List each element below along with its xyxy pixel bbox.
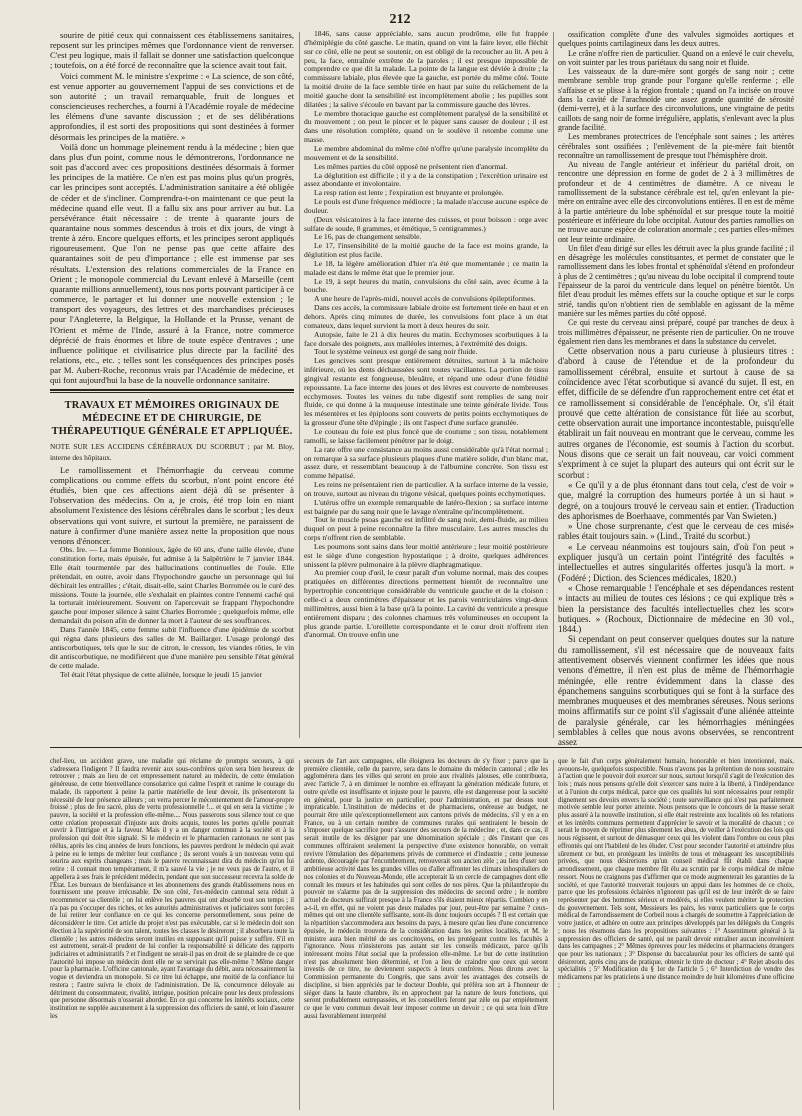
paragraph: Le membre thoracique gauche est complètement paralysé de la sensibilité et du mouvement ; on peut le pincer et le piquer sans causer de douleur ; il est dans une résolution complète, quand on le soulève il retombe comme une masse. (304, 108, 548, 145)
paragraph: Tel était l'état physique de cette aliénée, lorsque le jeudi 15 janvier (60, 669, 262, 679)
paragraph: sourire de pitié ceux qui connaissent ces établissemens sanitaires, reposent sur les principes mêmes que l'ordonnance vient de renverser. C'est peu logique, mais il fallait se donner une satisfaction quelconque ; toutefois, on a été forcé de reconnaître que la science avait tout fait. (50, 30, 294, 71)
paragraph: Le crâne n'offre rien de particulier. Quand on a enlevé le cuir chevelu, on voit suinter par les trous pariétaux du sang noir et fluide. (558, 48, 794, 67)
paragraph: Le 16, pas de changement sensible. (314, 232, 422, 242)
paragraph: Les membranes protectrices de l'encéphale sont saines ; les artères cérébrales sont ossifiées ; l'enlèvement de la pie-mère fait bientôt reconnaître un ramollissement de presque tout l'hémisphère droit. (558, 132, 794, 160)
paragraph: Dans l'année 1845, cette femme subit l'influence d'une épidémie de scorbut qui régna dans plusieurs des salles de M. Baillarger. L'usage prolongé des antiscorbutiques, tels que le suc de citron, le cresson, les viandes rôties, le vin dit antiscorbutique, ne modifièrent que d'une manière peu sensible l'état général de cette malade. (50, 625, 294, 670)
paragraph: 1846, sans cause appréciable, sans aucun prodrôme, elle fut frappée d'hémiplégie du côté gauche. Le matin, quand on vint la faire lever, elle fléchit sur ce côté, elle ne peut se soutenir, on est obligé de la recoucher au lit. A peu à peu, la face, entraînée extrême de la paroles ; il est presque impossible de comprendre ce que dit la malade. La pointe de la langue est déviée à droite ; la commissure labiale, plus élevée que la gauche, est portée du même côté. Toute la moitié droite de la face semble tirée en haut par suite du relâchement de la moitié gauche dont la sensibilité est incomplètement abolie ; les pupilles sont dilatées ; la salive s'écoule en bavant par la commissure gauche des lèvres. (304, 29, 548, 109)
paragraph: Tout le système veineux est gorgé de sang noir fluide. (314, 347, 478, 357)
paragraph: Au niveau de l'angle antérieur et inférieur du pariétal droit, on rencontre une dépression en forme de godet de 2 à 3 millimètres de profondeur et de 4 centimètres de diamètre. A ce niveau le ramollissement de la substance cérébrale est tel, qu'en enlevant la pie-mère on entraîne avec elle des circonvolutions entières. Il en est de même à la partie antérieure du lobe sphénoïdal et sur presque toute la moitié postérieure et inférieure du lobe occipital. Autour des parties ramollies on ne trouve aucune espèce de coloration anormale ; ces parties elles-mêmes ont leur teinte ordinaire. (558, 160, 794, 244)
paragraph: Les vaisseaux de la dure-mère sont gorgés de sang noir ; cette membrane semble trop grande pour l'organe qu'elle renferme ; elle s'affaisse et se plisse à la région frontale ; quand on l'a incisée on trouve dans la cavité de l'arachnoïde une assez grande quantité de sérosité (demi-verre), et à la surface des circonvolutions, une vingtaine de petits caillots de sang noir de forme irrégulière, applatis, s'enlevant avec la plus grande facilité. (558, 67, 794, 132)
article-author: par M. Bloy, interne des hôpitaux. (50, 442, 294, 462)
paragraph: Les poumons sont sains dans leur moitié antérieure ; leur moitié postérieure est le siège d'une congestion hypostatique ; à droite, quelques adhérences unissent la plèvre pulmonaire à la plèvre diaphragmatique. (304, 541, 548, 569)
paragraph: Ce qui reste du cerveau ainsi préparé, coupé par tranches de deux à trois millimètres d'épaisseur, ne présente rien de particulier. On ne trouve également rien dans les membranes et dans la substance du cervelet. (558, 318, 794, 346)
column-rule (299, 32, 300, 738)
paragraph: Tout le muscle psoas gauche est infiltré de sang noir, demi-fluide, au milieu duquel on peut à peine reconnaître la fibre musculaire. Les autres muscles du corps n'offrent rien de semblable. (304, 515, 548, 543)
paragraph: La déglutition est difficile ; il y a de la constipation ; l'excrétion urinaire est assez abondante et involontaire. (304, 170, 548, 189)
section-title: TRAVAUX ET MÉMOIRES ORIGINAUX DE MÉDECINE ET DE CHIRURGIE, DE THÉRAPEUTIQUE GÉNÉRALE ET APPLIQUÉE. (51, 400, 293, 438)
column-rule (553, 32, 554, 738)
paragraph: Au premier coup d'œil, le cœur paraît d'un volume normal, mais des coupes pratiquées en différentes directions permettent bientôt de reconnaître une hypertrophie concentrique considérable du ventricule gauche et de la cloison : celle-ci a deux centimètres d'épaisseur et les parois ventriculaires vingt-deux millimètres, aussi bien à la base qu'à la pointe. La cavité du ventricule a presque entièrement disparu ; des colonnes charnues très volumineuses en occupent la plus grande partie. L'oreillette correspondante et le cœur droit n'offrent rien d'anormal. On trouve enfin une (304, 568, 548, 640)
feuilleton-separator (50, 747, 802, 748)
column-rule (299, 760, 300, 1110)
paragraph: Cette observation nous a paru curieuse à plusieurs titres : d'abord à cause de l'étendue et de la profondeur du ramollissement cérébral, ensuite et surtout à cause de sa coïncidence avec l'état scorbutique si avancé du sujet. Il est, en effet, difficile de se défendre d'un rapprochement entre cet état et ce ramollissement si considérable de l'encéphale. Or, s'il était prouvé que cette altération de consistance fût liée au scorbut, cette observation aurait une importance incontestable, puisqu'elle établirait un fait nouveau en montrant que le cerveau, comme les autres organes de l'économie, est soumis à l'action du scorbut. Nous disons que ce serait un fait nouveau, car voici comment s'expriment à ce sujet la plupart des auteurs qui ont écrit sur le scorbut : (558, 346, 794, 480)
paragraph: chef-lieu, un accident grave, une maladie qui réclame de prompts secours, à qui s'adressera l'indigent ? Il faudra revenir aux sous-confrères qu'on sera bien heureux de retrouver ; mais au lieu de cet empressement naturel au médecin, de cette émulation généreuse, de cette bienveillance consolatrice qui calme l'esprit et ranime le courage du malade, ils rapportent à peine la partie matérielle de leur devoir, ils présenteront la nécessité de leur présence ailleurs ; on verra percer le mécontentement de l'amour-propre froissé ; plus de feu sacré, plus de vertu professionnelle !... et qui en sera la victime ; le pauvre, la société et la profession elle-même.... Nous passerons sous silence tout ce que cette création proposerait d'injuste aux droits acquis, toutes les portes qu'elle pourrait ouvrir à l'intrigue et à la faveur. Mais il y a un danger commun à la société et à la profession qui doit être signalé. Si le médecin et le pharmacien cantonaux ne sont pas réélus, après les cinq années de leurs fonctions, les pauvres perdront le médecin qui avait à peine eu le temps de mériter leur confiance ; ils seront voués à un nouveau venu qui sourira aux esprits changeans ; mais le pauvre reconnaissant dira du médecin qu'on lui retire : il connait mon tempérament, il m'a sauvé la vie ; je ne veux pas de l'autre, et il appellera à ses frais le précédent médecin, pendant que son successeur recevra la solde de l'État. Les bureaux de bienfaisance et les abonnemens des grands établissemens nous en fournissent une preuve irrécusable. De son côté, l'ex-médecin cantonal sera réduit à recommencer sa clientèle ; on lui enlève les pauvres qui ont absorbé tout son temps ; il n'a pas pu s'occuper des riches, et les autorités administratives et judiciaires sont forcées de lui retirer leur confiance en ce qui les concerne personnellement, sous peine de déconsidérer le titre. Cet article du projet n'est pas exécutable, car si le médecin doit son élection à la supériorité de son talent, toutes les classes le désireront ; il absorbera toute la clientèle ; les autres médecins seront inutiles en supposant qu'il puisse y suffire. S'il en est autrement, serait-il prudent de lui confier la responsabilité si délicate des rapports judiciaires et administratifs ? et l'indigent ne serait-il pas en droit de se plaindre de ce que l'autorité lui impose un médecin dont elle ne se servirait pas elle-même ? Même danger pour la pharmacie. L'officine cantonale, ayant l'avantage du débit, aura nécessairement la vogue et deviendra un monopole. Si ce titre lui échappe, une moitié de la confiance lui restera ; l'autre suivra le choix de l'administration. De là, concurrence déloyale au détriment du consommateur, rivalité, intrigue, position précaire pour les deux professions que personne désormais n'osserait aborder. En ce qui concerne les intérêts sociaux, cette institution ne supplée aucunement à la suppression des officiers de santé, et loin d'assurer les (50, 758, 294, 1020)
paragraph: Les mêmes parties du côté opposé ne présentent rien d'anormal. (314, 161, 508, 171)
paragraph: Un filet d'eau dirigé sur elles les détruit avec la plus grande facilité ; il en désagrège les molécules constituantes, et permet de constater que le ramollissement dans les lobes frontal et sphénoïdal s'étend en profondeur à plus de 2 centimètres ; qu'au niveau du lobe occipital il comprend toute l'épaisseur de la paroi du ventricule dans lequel on pénètre bientôt. Un filet d'eau produit les mêmes effets sur la couche optique et sur le corps strié, tandis qu'on n'obtient rien de semblable en agissant de la même manière sur les mêmes parties du côté opposé. (558, 243, 794, 318)
paragraph: ossification complète d'une des valvules sigmoïdes aortiques et quelques points cartilagineux dans les deux autres. (558, 30, 794, 49)
paragraph: Si cependant on peut conserver quelques doutes sur la nature du ramollissement, s'il est nécessaire que de nouveaux faits attentivement observés viennent confirmer les idées que nous venons d'émettre, il n'en est plus de même de l'hémorrhagie méningée, elle rentre évidemment dans la classe des épanchemens sanguins scorbutiques qui se font à la surface des membranes muqueuses et des membranes séreuses. Nous serions moins affirmatifs sur ce point s'il s'agissait d'une aliénée atteinte de paralysie générale, car les hémorrhagies méningées semblables à celles que nous avons observées, se rencontrent assez (558, 634, 794, 748)
lower-column-3 (558, 758, 794, 1112)
article-title-text: NOTE SUR LES ACCIDENS CÉRÉBRAUX DU SCORBUT ; (50, 442, 250, 452)
upper-column-3 (558, 30, 794, 748)
paragraph: Voici comment M. le ministre s'exprime : « La science, de son côté, est venue apporter au gouvernement l'appui de ses convictions et de son autorité ; un travail remarquable, fruit de longues et consciencieuses recherches, a fourni à l'Académie royale de médecine les élémens d'une savante discussion ; et de ses délibérations approfondies, il est sorti des propositions qui sont destinées à former désormais les principes de la matière. » (50, 70, 294, 142)
section-rule (50, 389, 294, 391)
paragraph: (Deux vésicatoires à la face interne des cuisses, et pour boisson : orge avec sulfate de soude, 8 grammes, et émétique, 5 centigrammes.) (304, 214, 548, 233)
lower-column-2 (304, 758, 548, 1112)
column-rule (553, 760, 554, 1110)
article-title (50, 442, 294, 462)
paragraph: Les reins ne présentaient rien de particulier. A la surface interne de la vessie, on trouve, surtout au niveau du trigone vésical, quelques points ecchymotiques. (304, 480, 548, 498)
quotation: « Ce qu'il y a de plus étonnant dans tout cela, c'est de voir » que, malgré la corruption des humeurs portée à un si haut » degré, on a toujours trouvé le cerveau sain et entier. (Traduction des aphorismes de Boerhaave, commentés par Van Swieten.) (558, 479, 794, 521)
quotation: « Chose remarquable ! l'encéphale et ses dépendances restent » intacts au milieu de toutes ces lésions ; ce qui explique très » bien la persistance des facultés intellectuelles chez les scor» butiques. » (Rochoux, Dictionnaire de médecine en 30 vol., 1844.) (558, 582, 794, 635)
page-number: 212 (389, 12, 411, 27)
lower-column-1 (50, 758, 294, 1112)
paragraph: Le 18, la légère amélioration d'hier n'a été que momentanée ; ce matin la malade est dans le même état que le premier jour. (304, 258, 548, 277)
quotation: « Le cerveau néanmoins est toujours sain, d'où l'on peut » expliquer jusqu'à un certain point l'intégrité des facultés » intellectuelles et autres singularités offertes jusqu'à la mort. » (Fodéré ; Diction. des Sciences médicales, 1820.) (558, 541, 794, 583)
paragraph: A une heure de l'après-midi, nouvel accès de convulsions épileptiformes. (314, 294, 536, 304)
quotation: » Une chose surprenante, c'est que le cerveau de ces misé» rables était toujours sain. » (Lind., Traité du scorbut.) (558, 521, 794, 542)
upper-column-2 (304, 30, 548, 740)
paragraph: Le couteau du foie est plus foncé que de coutume ; son tissu, notablement ramolli, se laisse facilement pénétrer par le doigt. (304, 426, 548, 445)
section-rule (50, 392, 294, 393)
paragraph: La rate offre une consistance au moins aussi considérable qu'à l'état normal ; on remarque à sa surface plusieurs plaques d'une matière solide, d'un blanc mat, assez dure, et ressemblant beaucoup à de l'albumine concrète. Son tissu est comme hépatisé. (304, 444, 548, 481)
paragraph: Obs. Ire. — La femme Bonnioux, âgée de 60 ans, d'une taille élevée, d'une constitution forte, mais épuisée, fut admise à la Salpêtrière le 7 janvier 1844. Elle était tourmentée par des hallucinations continuelles de l'ouïe. Elle prétendait, en outre, avoir dans l'hypochondre gauche un personnage qui lui déchirait les entrailles ; c'était, disait-elle, saint Charles Borromée ou le curé des missions. Toute la journée, elle s'exhalait en plaintes contre l'ennemi caché qui la torturait intérieurement. Souvent on l'apercevait se frappant l'hypochondre gauche pour imposer silence à saint Charles Borromée ; quelquefois même, elle demandait du poison afin de donner la mort à l'auteur de ses souffrances. (50, 545, 294, 626)
paragraph: Le pouls est d'une fréquence médiocre ; la malade n'accuse aucune espèce de douleur. (304, 197, 548, 215)
paragraph: Dans ces accès, la commissure labiale droite est fortement tirée en haut et en dehors. Après cinq minutes de durée, les convulsions font place à un état comateux, dans lequel survient la mort à deux heures du soir. (304, 303, 548, 330)
paragraph: Voilà donc un hommage pleinement rendu à la médecine ; bien que dans plus d'un point, comme nous le démontrerons, l'ordonnance ne soit pas d'accord avec ces propositions destinées désormais à former les principes de la matière. Ce n'en est pas moins plus qu'un progrès, car les principes sont acceptés. L'administration sanitaire a été obligée de céder et de s'incliner. Comprendra-t-on maintenant ce que peut la médecine quand elle veut. Il a fallu six ans pour arriver au but. La persévérance était nécessaire : de trente à quarante jours de quarantaine nous sommes descendus à trois et dix jours, de vingt à trente à zéro. Encore quelques efforts, et les principes seront appliqués rigoureusement. Que l'on ne pense pas que cette affaire des quarantaines soit de peu d'importance ; elle est immense par ses résultats. L'extension des relations commerciales de la France en Orient ; le monopole commercial du Levant enlevé à Marseille (cent quarante millions annuellement), tous nos ports pouvant participer à ce commerce, le partager et lui donner une nouvelle extension ; le transport des voyageurs, des lettres et des marchandises précieuses pour l'Angleterre, la Belgique, la Hollande et la Prusse, venant de l'Orient et même de l'Inde, assuré à la France, notre commerce déprécié de frais énormes et libre de toute espèce d'entraves ; une influence politique et civilisatrice plus directe par la facilité des relations, etc., etc. ; telles sont les conséquences des principes posés par M. Aubert-Roche, reconnus vrais par l'Académie de médecine, et qui font aujourd'hui la base de la nouvelle ordonnance sanitaire. (50, 141, 294, 386)
paragraph: Le membre abdominal du même côté n'offre qu'une paralysie incomplète du mouvement et de la sensibilité. (304, 143, 548, 162)
paragraph: L'utérus offre un exemple remarquable de latéro-flexion ; sa surface interne est baignée par du sang noir que le lavage n'entraîne qu'incomplètement. (304, 497, 548, 516)
paragraph: que le fait d'un corps généralement humain, honorable et bien intentionné, mais, avouons-le, quelquefois suspectible. Nous n'avons pas la prétention de nous soustraire à l'action que le pouvoir doit exercer sur nous, surtout lorsqu'il s'agit de l'exécution des lois ; mais nous pensons qu'elle doit s'exercer sans nuire à la liberté, à l'indépendance et à l'union du corps médical, parce que ces qualités lui sont nécessaires pour remplir dignement ses devoirs envers la société ; toute surveillance qui n'est pas parfaitement motivée semble leur porter atteinte. Nous pensons que le concours de la masse serait plus assuré à la nouvelle institution, si elle était restreinte aux localités où les relations et les intérêts communs permettent d'apprécier le savoir et la moralité de chacun ; ce serait le moyen de réprimer plus sûrement les abus, de veiller à l'exécution des lois qui nous régissent, et surtout de démasquer ceux qui les violent dans l'ombre ou ceux plus effrontés qui ont l'habileté de les éluder. C'est pour seconder l'autorité et atteindre plus sûrement ce but, en protégeant les intérêts de tous et ménageant les susceptibilités privées, que nous désirerions qu'un conseil médical fût établi dans chaque arrondissement, que chaque membre fût élu au scrutin par le corps médical de même ressort. Nous ne craignons pas d'affirmer que ce mode augmenterait les garanties de la société, et que l'autorité trouverait toujours un appui dans les hommes de ce choix, parce que les professions éclairées n'ignorent pas qu'il est de leur intérêt de se faire représenter par des hommes sérieux et modérés, si elles veulent mériter la protection du gouvernement. Tels sont, Messieurs les pairs, les vœux particuliers que le corps médical de l'arrondissement de Corbeil nous a chargés de soumettre à l'appréciation de votre justice, et adhère en outre aux principes développés par les délégués du Congrès ; nous les résumons dans les propositions suivantes : 1° Assentiment général à la suppression des officiers de santé, qui ne paraît devoir entraîner aucun inconvénient dans les campagnes ; 2° Mêmes épreuves pour les médecins et pharmaciens étrangers que pour les nationaux ; 3° Dispense du baccalauréat pour les officiers de santé qui désireront, après cinq ans de pratique, obtenir le titre de docteur ; 4° Rejet absolu des spécialités ; 5° Modification du § 1er de l'article 5 ; 6° Interdiction de vendre des médicamens par les praticiens à une distance moindre de huit kilomètres d'une officine ; (558, 758, 794, 989)
paragraph: Le 19, à sept heures du matin, convulsions du côté sain, avec écume à la bouche. (304, 276, 548, 295)
upper-column-1 (50, 30, 294, 740)
paragraph: Autopsie, faite le 21 à dix heures du matin. Ecchymoses scorbutiques à la face dorsale des poignets, aux malléoles internes, à l'extrémité des doigts. (304, 329, 548, 348)
paragraph: secours de l'art aux campagnes, elle éloignera les docteurs de s'y fixer ; parce que la première clientèle, celle du pauvre, sera dans le domaine du médecin cantonal ; elle les agglomérera dans les villes qui seront en proie aux rivalités jalouses, elle contribuera, avec l'article 7, à en diminuer le nombre en effrayant la génération médicale future, et outre qu'elle est insuffisante et injuste pour le pauvre, elle est dangereuse pour la société en général, pour la justice en particulier, pour l'administration, et par dessus tout impraticable. L'institution de médecins et de pharmaciens, onéreuse au budget, ne pourrait être utile qu'exceptionnellement aux cantons privés de médecins, s'il y en a en France, ou à un certain nombre de communes rurales qui sentiraient le besoin de s'imposer quelque sacrifice pour s'assurer des secours de la médecine ; et, dans ce cas, il serait inutile de les désigner par une dénomination spéciale ; dès l'instant que ces communes offriraient seulement la perspective d'une existence honorable, on verrait revivre l'émulation des départemens privés de commerce et d'industrie ; cette jeunesse ardente, découragée par l'encombrement, retrouverait son ancien zèle ; au lieu d'user son ambitieuse activité dans les grandes villes ou d'aller affronter les climats inhospitaliers de nos colonies et du Nouveau-Monde, elle accepterait là un cercle de campagnes dont elle connaît les mœurs et les habitudes qui sont celles de nos pères. Que la philanthropie du pouvoir ne s'alarme pas de la suppression des médecins de second ordre ; le nombre actuel de docteurs suffirait presque à la France s'ils étaient mieux répartis. Combien y en a-t-il, en effet, qui ne voient pas deux malades par jour, peut-être par semaine ? ceux-mêmes qui ont une clientèle suffisante, sont-ils donc toujours occupés ? Il est certain que la répartition s'accommodera aux besoins du pays, à mesure qu'au lieu d'une concurrence épuisée, le médecin trouvera de la considération dans les petites localités, et M. le ministre aura bien mérité de ses concitoyens, en les protégeant contre les facultés à l'ignorance. Nous n'insisterons pas autant sur les conseils médicaux, parce qu'ils intéressent moins l'état social que la profession elle-même. Le but de cette institution n'est pas absolument bien déterminé, et l'on a lieu de craindre que ceux qui seront investis de ce titre, ne deviennent suspects à leurs confrères. Nous dirons avec la Commission permanente du Congrès, que sans avoir les avantages des conseils de discipline, si bien appréciés par le docteur Double, qui préféra son art à l'honneur de siéger dans la haute chambre, ils en approchent par la nature de leurs fonctions, qui seront probablement outrepassées, et les conseillers feront par zèle ou par empiétement ce que le vœu commun devait leur imposer comme un devoir ; ce qui sera loin d'être aussi favorablement interprété (304, 758, 548, 1020)
paragraph: La resp ration est lente ; l'expiration est bruyante et prolongée. (314, 188, 504, 198)
paragraph: Le 17, l'insensibilité de la moitié gauche de la face est moins grande, la déglutition est plus facile. (304, 241, 548, 260)
paragraph: Le ramollissement et l'hémorrhagie du cerveau comme complications ou comme effets du scorbut, n'ont point encore été étudiés, bien que ces affections aient déjà dû se présenter à l'observation des médecins. On a, je crois, été trop loin en niant absolument l'existence des lésions cérébrales dans le scorbut ; les deux observations qui vont suivre, et surtout la première, ne paraissent de nature à confirmer d'une manière assez nette la proposition que nous venons d'énoncer. (50, 464, 294, 546)
paragraph: Les gencives sont presque entièrement détruites, surtout à la mâchoire inférieure, où les dents déchaussées sont toutes vacillantes. La portion de tissu gingival restante est fongueuse, bleuâtre, et répand une odeur d'une fétidité repoussante. La face interne des joues et des lèvres est couverte de nombreuses ecchymoses. Toutes les veines du tube digestif sont remplies de sang noir fluide, ce qui donne à la muqueuse intestinale une teinte générale livide. Tous les mésentères et les épiploons sont couverts de petits points ecchymotiques de la grosseur d'une tête d'épingle ; ils ont l'aspect d'une surface granulée. (304, 356, 548, 428)
